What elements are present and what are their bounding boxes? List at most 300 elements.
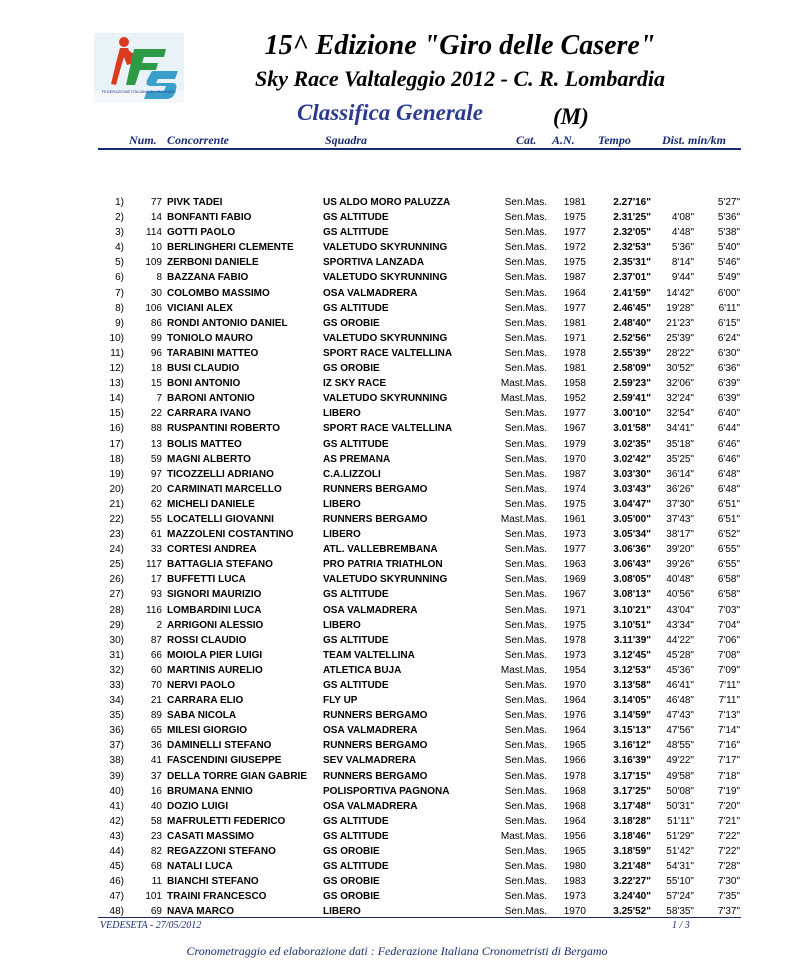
runner-name-cell: ARRIGONI ALESSIO	[167, 619, 264, 631]
birth-year-cell: 1954	[563, 664, 586, 676]
time-cell: 2.32'05"	[613, 227, 651, 239]
table-row	[0, 874, 794, 889]
birth-year-cell: 1975	[563, 212, 586, 224]
time-cell: 3.17'48"	[613, 800, 651, 812]
pace-cell: 7'20"	[717, 800, 740, 812]
team-cell: OSA VALMADRERA	[323, 287, 418, 299]
birth-year-cell: 1963	[563, 559, 586, 571]
event-title: 15^ Edizione "Giro delle Casere"	[264, 30, 656, 61]
birth-year-cell: 1975	[563, 619, 586, 631]
bib-number-cell: 36	[150, 740, 162, 752]
bib-number-cell: 86	[150, 317, 162, 329]
rank-cell: 12)	[109, 363, 124, 375]
birth-year-cell: 1958	[563, 378, 586, 390]
runner-name-cell: SIGNORI MAURIZIO	[167, 589, 262, 601]
event-subtitle: Sky Race Valtaleggio 2012 - C. R. Lombardia	[254, 66, 666, 91]
time-cell: 3.17'15"	[613, 770, 651, 782]
rank-cell: 2)	[115, 212, 124, 224]
rank-cell: 39)	[109, 770, 124, 782]
category-cell: Sen.Mas.	[504, 468, 547, 480]
birth-year-cell: 1968	[563, 800, 586, 812]
category-cell: Sen.Mas.	[504, 197, 547, 208]
bib-number-cell: 96	[150, 347, 162, 359]
runner-name-cell: RONDI ANTONIO DANIEL	[167, 317, 288, 329]
birth-year-cell: 1978	[563, 634, 586, 646]
rank-cell: 1)	[115, 197, 124, 208]
category-cell: Sen.Mas.	[504, 846, 547, 858]
bib-number-cell: 69	[150, 906, 162, 918]
team-cell: C.A.LIZZOLI	[323, 468, 381, 480]
table-row	[0, 361, 794, 376]
col-header-an: A.N.	[552, 133, 575, 147]
gap-cell: 19'28"	[666, 302, 694, 314]
team-cell: PRO PATRIA TRIATHLON	[323, 559, 443, 571]
team-cell: GS OROBIE	[323, 846, 380, 858]
rank-cell: 18)	[109, 453, 124, 465]
category-cell: Sen.Mas.	[504, 544, 547, 556]
gap-cell: 8'14"	[671, 257, 694, 269]
bib-number-cell: 59	[150, 453, 162, 465]
category-cell: Sen.Mas.	[504, 740, 547, 752]
gap-cell: 21'23"	[666, 317, 694, 329]
pace-cell: 6'58"	[717, 574, 740, 586]
time-cell: 3.04'47"	[613, 498, 651, 510]
birth-year-cell: 1964	[563, 725, 586, 737]
pace-cell: 7'04"	[717, 619, 740, 631]
bib-number-cell: 16	[150, 785, 162, 797]
category-cell: Sen.Mas.	[504, 483, 547, 495]
team-cell: RUNNERS BERGAMO	[323, 710, 428, 722]
team-cell: GS ALTITUDE	[323, 680, 389, 691]
time-cell: 3.17'25"	[613, 785, 651, 797]
rank-cell: 28)	[109, 604, 124, 616]
bib-number-cell: 14	[150, 212, 162, 224]
pace-cell: 6'39"	[717, 378, 740, 390]
runner-name-cell: BONFANTI FABIO	[167, 212, 252, 224]
rank-cell: 43)	[109, 830, 124, 842]
runner-name-cell: TARABINI MATTEO	[167, 347, 259, 359]
rank-cell: 37)	[109, 740, 124, 752]
birth-year-cell: 1965	[563, 846, 586, 858]
bib-number-cell: 70	[150, 680, 162, 691]
category-cell: Sen.Mas.	[504, 408, 547, 420]
team-cell: GS ALTITUDE	[323, 830, 389, 842]
runner-name-cell: BATTAGLIA STEFANO	[167, 559, 273, 571]
bib-number-cell: 41	[150, 755, 162, 767]
time-cell: 2.32'53"	[613, 242, 651, 254]
federation-logo-icon	[94, 33, 184, 103]
birth-year-cell: 1981	[563, 363, 586, 375]
category-cell: Sen.Mas.	[504, 574, 547, 586]
bib-number-cell: 88	[150, 423, 162, 435]
time-cell: 3.00'10"	[613, 408, 651, 420]
birth-year-cell: 1975	[563, 498, 586, 510]
category-cell: Sen.Mas.	[504, 619, 547, 631]
col-header-runner: Concorrente	[167, 133, 230, 147]
rank-cell: 16)	[109, 423, 124, 435]
team-cell: POLISPORTIVA PAGNONA	[323, 785, 450, 797]
category-cell: Mast.Mas.	[500, 830, 547, 842]
pace-cell: 5'38"	[717, 227, 740, 239]
pace-cell: 6'48"	[717, 483, 740, 495]
table-row	[0, 829, 794, 844]
table-row	[0, 301, 794, 316]
runner-name-cell: CORTESI ANDREA	[167, 544, 257, 556]
rank-cell: 21)	[109, 498, 124, 510]
table-row	[0, 769, 794, 784]
birth-year-cell: 1971	[563, 604, 586, 616]
time-cell: 3.05'34"	[613, 529, 651, 541]
bib-number-cell: 116	[146, 604, 162, 616]
rank-cell: 40)	[109, 785, 124, 797]
birth-year-cell: 1970	[563, 453, 586, 465]
pace-cell: 5'40"	[717, 242, 740, 254]
gap-cell: 28'22"	[666, 347, 694, 359]
runner-name-cell: TONIOLO MAURO	[167, 332, 253, 344]
category-cell: Sen.Mas.	[504, 589, 547, 601]
rank-cell: 33)	[109, 680, 124, 691]
team-cell: ATL. VALLEBREMBANA	[323, 544, 438, 556]
gap-cell: 49'22"	[666, 755, 694, 767]
time-cell: 3.10'51"	[613, 619, 651, 631]
birth-year-cell: 1961	[563, 513, 586, 525]
time-cell: 3.06'36"	[613, 544, 651, 556]
table-row	[0, 603, 794, 618]
runner-name-cell: TICOZZELLI ADRIANO	[167, 468, 274, 480]
team-cell: OSA VALMADRERA	[323, 604, 418, 616]
birth-year-cell: 1981	[563, 197, 586, 208]
gap-cell: 58'35"	[666, 906, 694, 918]
bib-number-cell: 77	[150, 197, 162, 208]
category-cell: Mast.Mas.	[500, 378, 547, 390]
runner-name-cell: MILESI GIORGIO	[167, 725, 248, 737]
bib-number-cell: 10	[150, 242, 162, 254]
team-cell: GS OROBIE	[323, 876, 380, 888]
bib-number-cell: 87	[150, 634, 162, 646]
pace-cell: 7'11"	[718, 695, 740, 707]
team-cell: VALETUDO SKYRUNNING	[323, 332, 448, 344]
pace-cell: 6'24"	[717, 332, 740, 344]
birth-year-cell: 1979	[563, 438, 586, 450]
runner-name-cell: FASCENDINI GIUSEPPE	[167, 755, 282, 767]
team-cell: GS ALTITUDE	[323, 212, 389, 224]
birth-year-cell: 1964	[563, 815, 586, 827]
time-cell: 3.02'35"	[613, 438, 651, 450]
runner-name-cell: BONI ANTONIO	[167, 378, 241, 390]
category-cell: Sen.Mas.	[504, 710, 547, 722]
bib-number-cell: 62	[150, 498, 162, 510]
time-cell: 3.13'58"	[613, 680, 651, 691]
pace-cell: 6'15"	[717, 317, 740, 329]
gap-cell: 43'34"	[666, 619, 694, 631]
logo-caption: FEDERAZIONE ITALIANA SKYRUNNING	[101, 89, 177, 94]
category-cell: Sen.Mas.	[504, 559, 547, 571]
team-cell: IZ SKY RACE	[323, 378, 387, 390]
gap-cell: 4'08"	[671, 212, 694, 224]
table-row	[0, 799, 794, 814]
birth-year-cell: 1972	[563, 242, 586, 254]
category-cell: Sen.Mas.	[504, 212, 547, 224]
category-cell: Sen.Mas.	[504, 453, 547, 465]
table-row	[0, 633, 794, 648]
gap-cell: 37'43"	[666, 513, 694, 525]
runner-name-cell: MICHELI DANIELE	[167, 498, 255, 510]
rank-cell: 20)	[109, 483, 124, 495]
birth-year-cell: 1987	[563, 468, 586, 480]
rank-cell: 31)	[109, 649, 124, 661]
pace-cell: 6'44"	[717, 423, 740, 435]
table-row	[0, 210, 794, 225]
table-row	[0, 618, 794, 633]
pace-cell: 5'46"	[717, 257, 740, 269]
runner-name-cell: BUFFETTI LUCA	[167, 574, 246, 586]
gap-cell: 9'44"	[671, 272, 694, 284]
runner-name-cell: BOLIS MATTEO	[167, 438, 242, 450]
ranking-title: Classifica Generale	[297, 100, 483, 125]
category-cell: Mast.Mas.	[500, 664, 547, 676]
gap-cell: 36'14"	[666, 468, 694, 480]
runner-name-cell: BAZZANA FABIO	[167, 272, 249, 284]
rank-cell: 5)	[115, 257, 124, 269]
gap-cell: 54'31"	[666, 861, 694, 873]
bib-number-cell: 23	[150, 830, 162, 842]
category-cell: Sen.Mas.	[504, 634, 547, 646]
bib-number-cell: 61	[150, 529, 162, 541]
birth-year-cell: 1967	[563, 589, 586, 601]
birth-year-cell: 1966	[563, 755, 586, 767]
gap-cell: 36'26"	[666, 483, 694, 495]
bib-number-cell: 33	[150, 544, 162, 556]
gap-cell: 34'41"	[666, 423, 694, 435]
team-cell: RUNNERS BERGAMO	[323, 483, 428, 495]
runner-name-cell: GOTTI PAOLO	[167, 227, 236, 239]
pace-cell: 7'17"	[717, 755, 740, 767]
gap-cell: 38'17"	[666, 529, 694, 541]
category-cell: Sen.Mas.	[504, 257, 547, 269]
time-cell: 3.16'39"	[613, 755, 651, 767]
team-cell: OSA VALMADRERA	[323, 800, 418, 812]
gap-cell: 25'39"	[666, 332, 694, 344]
bib-number-cell: 22	[150, 408, 162, 420]
runner-name-cell: ROSSI CLAUDIO	[167, 634, 247, 646]
pace-cell: 6'51"	[717, 513, 740, 525]
birth-year-cell: 1977	[563, 227, 586, 239]
rank-cell: 4)	[115, 242, 124, 254]
pace-cell: 7'35"	[717, 891, 740, 903]
birth-year-cell: 1976	[563, 710, 586, 722]
bib-number-cell: 13	[150, 438, 162, 450]
table-row	[0, 421, 794, 436]
bib-number-cell: 101	[145, 891, 162, 903]
bib-number-cell: 68	[150, 861, 162, 873]
category-cell: Sen.Mas.	[504, 287, 547, 299]
table-row	[0, 482, 794, 497]
rank-cell: 35)	[109, 710, 124, 722]
birth-year-cell: 1987	[563, 272, 586, 284]
pace-cell: 7'03"	[717, 604, 740, 616]
time-cell: 3.18'28"	[613, 815, 651, 827]
runner-name-cell: MAFRULETTI FEDERICO	[167, 815, 286, 827]
time-cell: 3.11'39"	[613, 634, 651, 646]
team-cell: RUNNERS BERGAMO	[323, 740, 428, 752]
category-cell: Sen.Mas.	[504, 906, 547, 918]
gap-cell: 43'04"	[666, 604, 694, 616]
birth-year-cell: 1956	[563, 830, 586, 842]
rank-cell: 17)	[109, 438, 124, 450]
footer-location-date: VEDESETA - 27/05/2012	[100, 920, 202, 931]
category-cell: Sen.Mas.	[504, 649, 547, 661]
table-row	[0, 255, 794, 270]
pace-cell: 7'13"	[717, 710, 740, 722]
time-cell: 3.12'45"	[613, 649, 651, 661]
birth-year-cell: 1973	[563, 891, 586, 903]
time-cell: 3.10'21"	[613, 604, 651, 616]
gap-cell: 47'43"	[666, 710, 694, 722]
birth-year-cell: 1977	[563, 544, 586, 556]
runner-name-cell: PIVK TADEI	[167, 197, 223, 208]
birth-year-cell: 1971	[563, 332, 586, 344]
team-cell: GS OROBIE	[323, 363, 380, 375]
table-row	[0, 889, 794, 904]
birth-year-cell: 1977	[563, 408, 586, 420]
bib-number-cell: 106	[145, 302, 162, 314]
runner-name-cell: NATALI LUCA	[167, 861, 233, 873]
gap-cell: 45'28"	[666, 649, 694, 661]
col-header-team: Squadra	[325, 133, 368, 147]
gender-label: (M)	[553, 104, 589, 129]
time-cell: 2.41'59"	[613, 287, 651, 299]
runner-name-cell: NERVI PAOLO	[167, 680, 235, 691]
table-row	[0, 391, 794, 406]
bib-number-cell: 60	[150, 664, 162, 676]
bib-number-cell: 20	[150, 483, 162, 495]
category-cell: Mast.Mas.	[500, 393, 547, 405]
gap-cell: 45'36"	[666, 664, 694, 676]
time-cell: 3.16'12"	[613, 740, 651, 752]
gap-cell: 37'30"	[666, 498, 694, 510]
footer-divider	[98, 917, 741, 918]
category-cell: Sen.Mas.	[504, 242, 547, 254]
runner-name-cell: SABA NICOLA	[167, 710, 237, 722]
table-row	[0, 225, 794, 240]
team-cell: LIBERO	[323, 498, 361, 510]
rank-cell: 8)	[115, 302, 124, 314]
bib-number-cell: 89	[150, 710, 162, 722]
time-cell: 3.18'46"	[613, 830, 651, 842]
table-row	[0, 708, 794, 723]
birth-year-cell: 1974	[563, 483, 586, 495]
table-row	[0, 467, 794, 482]
runner-name-cell: VICIANI ALEX	[167, 302, 233, 314]
category-cell: Sen.Mas.	[504, 438, 547, 450]
category-cell: Sen.Mas.	[504, 423, 547, 435]
bib-number-cell: 2	[156, 619, 162, 631]
team-cell: GS ALTITUDE	[323, 302, 389, 314]
rank-cell: 32)	[109, 664, 124, 676]
table-row	[0, 346, 794, 361]
gap-cell: 5'36"	[671, 242, 694, 254]
runner-name-cell: REGAZZONI STEFANO	[167, 846, 276, 858]
runner-name-cell: MAZZOLENI COSTANTINO	[167, 529, 294, 541]
team-cell: FLY UP	[323, 695, 358, 707]
birth-year-cell: 1981	[563, 317, 586, 329]
team-cell: GS OROBIE	[323, 891, 380, 903]
team-cell: LIBERO	[323, 619, 361, 631]
time-cell: 3.22'27"	[613, 876, 651, 888]
category-cell: Sen.Mas.	[504, 876, 547, 888]
time-cell: 3.14'05"	[613, 695, 651, 707]
category-cell: Sen.Mas.	[504, 332, 547, 344]
runner-name-cell: TRAINI FRANCESCO	[167, 891, 267, 903]
table-row	[0, 678, 794, 693]
time-cell: 3.08'05"	[613, 574, 651, 586]
team-cell: ATLETICA BUJA	[323, 664, 402, 676]
bib-number-cell: 30	[150, 287, 162, 299]
rank-cell: 38)	[109, 755, 124, 767]
rank-cell: 24)	[109, 544, 124, 556]
team-cell: VALETUDO SKYRUNNING	[323, 272, 448, 284]
runner-name-cell: BARONI ANTONIO	[167, 393, 255, 405]
time-cell: 3.02'42"	[613, 453, 651, 465]
table-row	[0, 753, 794, 768]
table-row	[0, 784, 794, 799]
gap-cell: 48'55"	[666, 740, 694, 752]
rank-cell: 7)	[115, 287, 124, 299]
runner-name-cell: LOMBARDINI LUCA	[167, 604, 262, 616]
category-cell: Sen.Mas.	[504, 891, 547, 903]
time-cell: 3.12'53"	[613, 664, 651, 676]
rank-cell: 44)	[109, 846, 124, 858]
table-row	[0, 437, 794, 452]
rank-cell: 13)	[109, 378, 124, 390]
table-row	[0, 195, 794, 210]
bib-number-cell: 11	[151, 876, 162, 888]
rank-cell: 45)	[109, 861, 124, 873]
category-cell: Sen.Mas.	[504, 785, 547, 797]
gap-cell: 40'48"	[666, 574, 694, 586]
time-cell: 2.27'16"	[613, 197, 651, 208]
pace-cell: 6'46"	[717, 438, 740, 450]
gap-cell: 35'18"	[666, 438, 694, 450]
rank-cell: 11)	[110, 347, 124, 359]
pace-cell: 7'18"	[717, 770, 740, 782]
rank-cell: 14)	[109, 393, 124, 405]
time-cell: 2.48'40"	[613, 317, 651, 329]
team-cell: SPORTIVA LANZADA	[323, 257, 425, 269]
team-cell: GS ALTITUDE	[323, 227, 389, 239]
gap-cell: 46'41"	[666, 680, 694, 691]
time-cell: 3.08'13"	[613, 589, 651, 601]
runner-name-cell: ZERBONI DANIELE	[167, 257, 259, 269]
time-cell: 3.15'13"	[613, 725, 651, 737]
rank-cell: 15)	[109, 408, 124, 420]
runner-name-cell: BUSI CLAUDIO	[167, 363, 240, 375]
gap-cell: 14'42"	[666, 287, 694, 299]
runner-name-cell: BIANCHI STEFANO	[167, 876, 259, 888]
runner-name-cell: NAVA MARCO	[167, 906, 235, 918]
time-cell: 3.21'48"	[613, 861, 651, 873]
table-row	[0, 723, 794, 738]
table-row	[0, 859, 794, 874]
table-row	[0, 331, 794, 346]
header-divider	[98, 148, 741, 150]
bib-number-cell: 65	[150, 725, 162, 737]
col-header-time: Tempo	[598, 133, 631, 147]
time-cell: 3.24'40"	[613, 891, 651, 903]
team-cell: TEAM VALTELLINA	[323, 649, 415, 661]
runner-name-cell: MAGNI ALBERTO	[167, 453, 251, 465]
table-row	[0, 693, 794, 708]
